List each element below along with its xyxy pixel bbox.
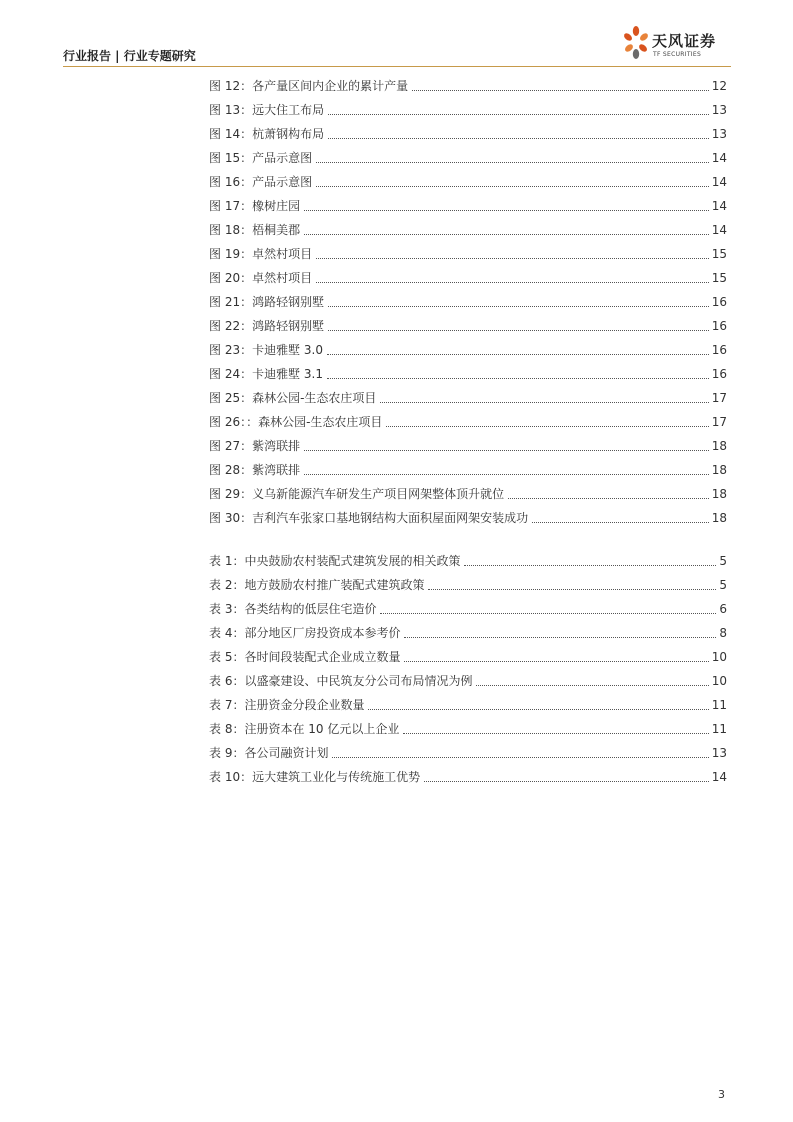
toc-entry[interactable]: 表 8：注册资本在 10 亿元以上企业 11: [209, 722, 727, 736]
toc-entry[interactable]: 图 23：卡迪雅墅 3.0 16: [209, 343, 727, 357]
toc-entry[interactable]: 表 1：中央鼓励农村装配式建筑发展的相关政策 5: [209, 554, 727, 568]
toc-entry[interactable]: 图 16：产品示意图 14: [209, 175, 727, 189]
toc-entry[interactable]: 表 9：各公司融资计划 13: [209, 746, 727, 760]
logo-english-name: TF SECURITIES: [653, 51, 702, 58]
toc-entry[interactable]: 表 2：地方鼓励农村推广装配式建筑政策 5: [209, 578, 727, 592]
toc-entry[interactable]: 图 28：紫湾联排 18: [209, 463, 727, 477]
logo-chinese-name: 天风证券: [652, 32, 717, 50]
toc-entry[interactable]: 表 10：远大建筑工业化与传统施工优势 14: [209, 770, 727, 784]
toc-entry[interactable]: 表 4：部分地区厂房投资成本参考价 8: [209, 626, 727, 640]
toc-entry[interactable]: 图 15：产品示意图 14: [209, 151, 727, 165]
toc-entry[interactable]: 图 29：义乌新能源汽车研发生产项目网架整体顶升就位 18: [209, 487, 727, 501]
toc-entry[interactable]: 图 20：卓然村项目 15: [209, 271, 727, 285]
toc-entry[interactable]: 图 30：吉利汽车张家口基地钢结构大面积屋面网架安装成功 18: [209, 511, 727, 525]
toc-entry[interactable]: 图 27：紫湾联排 18: [209, 439, 727, 453]
toc-entry[interactable]: 图 12：各产量区间内企业的累计产量 12: [209, 79, 727, 93]
flower-logo-icon: [622, 24, 650, 62]
toc-entry[interactable]: 图 19：卓然村项目 15: [209, 247, 727, 261]
toc-entry[interactable]: 表 3：各类结构的低层住宅造价 6: [209, 602, 727, 616]
toc-entry[interactable]: 表 5：各时间段装配式企业成立数量 10: [209, 650, 727, 664]
toc-entry[interactable]: 表 6：以盛豪建设、中民筑友分公司布局情况为例 10: [209, 674, 727, 688]
toc-entry[interactable]: 表 7：注册资金分段企业数量 11: [209, 698, 727, 712]
toc-entry[interactable]: 图 21：鸿路轻钢别墅 16: [209, 295, 727, 309]
page-number: 3: [718, 1088, 725, 1101]
toc-entry[interactable]: 图 18：梧桐美郡 14: [209, 223, 727, 237]
toc-entry[interactable]: 图 13：远大住工布局 13: [209, 103, 727, 117]
tf-securities-logo: [622, 24, 734, 64]
toc-entry[interactable]: 图 22：鸿路轻钢别墅 16: [209, 319, 727, 333]
toc-entry[interactable]: 图 17：橡树庄园 14: [209, 199, 727, 213]
toc-entry[interactable]: 图 25：森林公园-生态农庄项目 17: [209, 391, 727, 405]
report-category: 行业报告 | 行业专题研究: [63, 49, 196, 63]
toc-entry[interactable]: 图 24：卡迪雅墅 3.1 16: [209, 367, 727, 381]
toc-entry[interactable]: 图 26：：森林公园-生态农庄项目 17: [209, 415, 727, 429]
toc-entry[interactable]: 图 14：杭萧钢构布局 13: [209, 127, 727, 141]
header-divider: [63, 66, 731, 67]
